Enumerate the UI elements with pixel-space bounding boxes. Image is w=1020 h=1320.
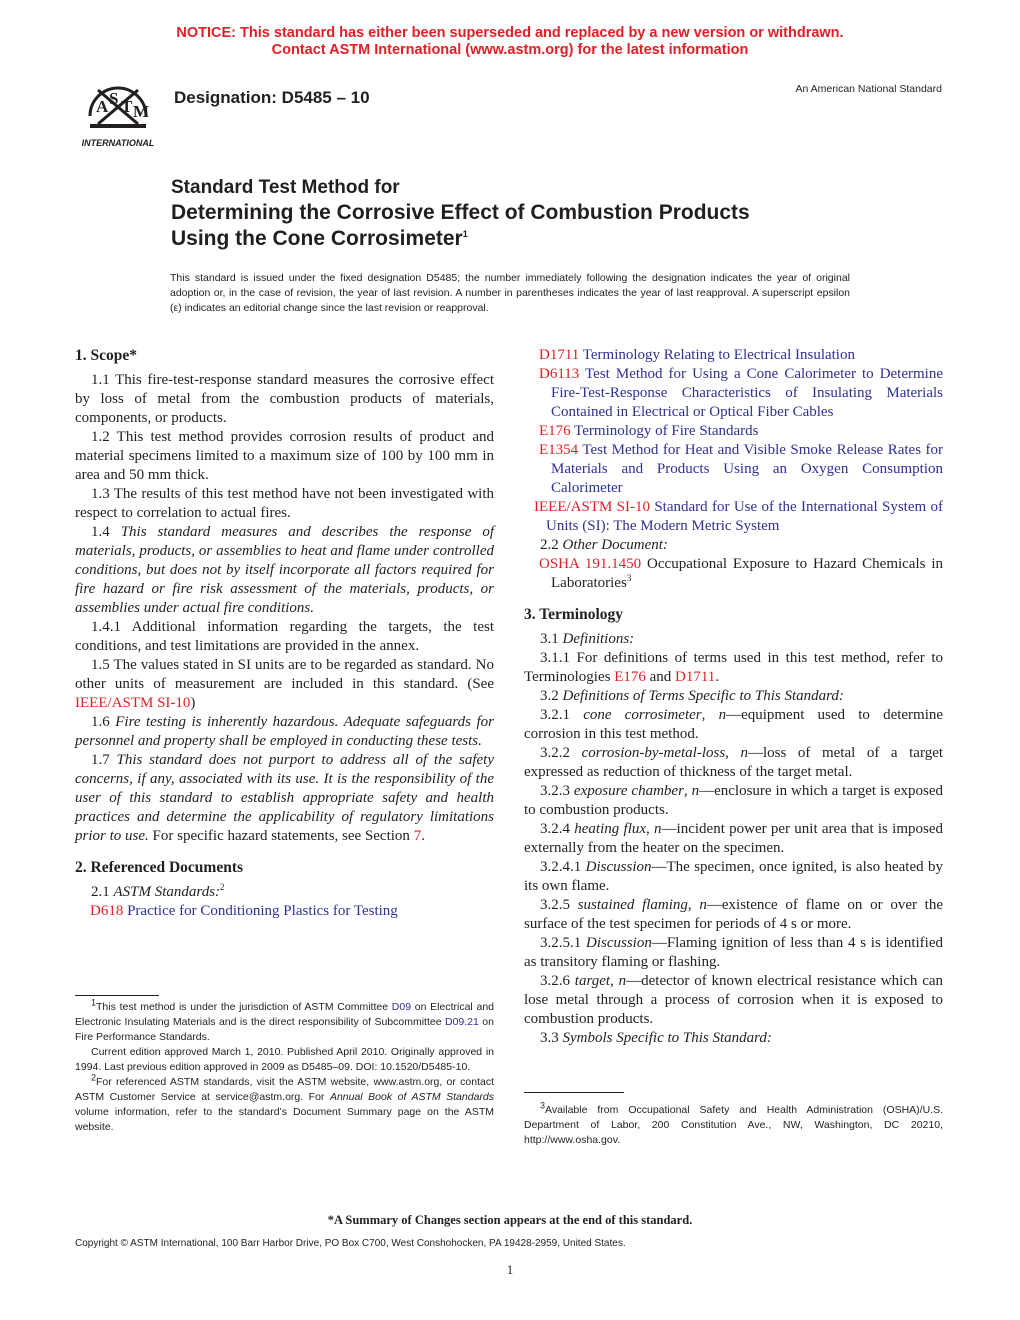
para-3-1-num: 3.1	[540, 631, 563, 647]
copyright: Copyright © ASTM International, 100 Barr Harbor Drive, PO Box C700, West Conshohocken, PA 19428-2959, United States.	[75, 1238, 626, 1249]
astm-logo-graphic	[76, 72, 160, 152]
def-pos: n	[691, 783, 700, 799]
def-pos: n	[699, 897, 707, 913]
para-2-1	[75, 883, 494, 902]
ref-code[interactable]: E176	[539, 423, 571, 439]
fn1-edition: Current edition approved March 1, 2010. Published April 2010. Originally approved in 1994. Last previous edition approved in 2009 as D5485–09. DOI: 10.1520/D5485-10.	[75, 1046, 494, 1073]
para-3-2	[524, 687, 943, 706]
para-3-1-1-end: .	[715, 669, 720, 685]
def-term: target	[574, 973, 611, 989]
para-1-7-num: 1.7	[91, 752, 117, 768]
para-2-2-text: Other Document:	[562, 537, 668, 553]
ref-title[interactable]: Test Method for Using a Cone Calorimeter to Determine Fire-Test-Response Characteristics of Insulating Materials Contained in Electrical or Optical Fiber Cables	[551, 366, 943, 420]
fn2-text-b: volume information, refer to the standard’s Document Summary page on the ASTM website.	[75, 1106, 494, 1133]
para-1-2: 1.2 This test method provides corrosion results of product and material specimens limited to a maximum size of 100 by 100 mm in area and 50 mm thick.	[75, 429, 494, 483]
para-1-3: 1.3 The results of this test method have not been investigated with respect to correlation to actual fires.	[75, 486, 494, 521]
ref-code[interactable]: D6113	[539, 366, 580, 382]
logo-caption: INTERNATIONAL	[81, 138, 155, 148]
para-1-5	[75, 656, 494, 713]
svg-text:T: T	[121, 97, 133, 116]
para-2-2-num: 2.2	[540, 537, 563, 553]
link-d1711[interactable]: D1711	[675, 669, 716, 685]
reference-osha[interactable]	[524, 555, 943, 593]
para-2-2	[524, 536, 943, 555]
para-3-2-text: Definitions of Terms Specific to This Standard:	[562, 688, 844, 704]
left-footnotes	[75, 995, 494, 1135]
def-pos: n	[740, 745, 748, 761]
para-3-1-1	[524, 649, 943, 687]
designation: Designation: D5485 – 10	[174, 88, 370, 107]
def-num: 3.2.3	[540, 783, 574, 799]
def-text: —The specimen, once ignited, is also heated by its own flame.	[524, 859, 944, 894]
def-term: exposure chamber	[573, 783, 684, 799]
link-section-7[interactable]: 7	[413, 828, 422, 844]
fn1-text-a: This test method is under the jurisdiction of ASTM Committee	[96, 1001, 392, 1013]
notice-line-1: NOTICE: This standard has either been superseded and replaced by a new version or withdrawn.	[176, 25, 844, 41]
def-num: 3.2.2	[540, 745, 582, 761]
fn3-mark: 3	[540, 1100, 546, 1111]
ref-title[interactable]: Standard for Use of the International System of Units (SI): The Modern Metric System	[546, 499, 943, 534]
title-line-1: Standard Test Method for	[171, 177, 400, 198]
para-1-7-text-b: For specific hazard statements, see Section	[148, 828, 414, 844]
definition-3-2-4: 3.2.4 heating flux, n—incident power per unit area that is imposed externally from the heater on the specimen.	[524, 821, 943, 856]
para-1-4-1: 1.4.1 Additional information regarding the targets, the test conditions, and test limitations are provided in the annex.	[75, 619, 494, 654]
def-term: heating flux	[574, 821, 647, 837]
link-d09[interactable]: D09	[391, 1001, 412, 1013]
para-3-1-text: Definitions:	[562, 631, 635, 647]
american-national-standard: An American National Standard	[795, 83, 942, 95]
def-pos: n	[618, 973, 627, 989]
title-line-2: Determining the Corrosive Effect of Combustion Products	[171, 201, 750, 224]
astm-logo	[76, 72, 160, 152]
ref-code[interactable]: D1711	[539, 347, 580, 363]
footnote-2-mark[interactable]: 2	[220, 882, 225, 892]
left-column	[75, 346, 494, 921]
fn1-text-b: on Electrical and Electronic Insulating Materials and is the direct responsibility of Subcommittee	[75, 1001, 495, 1028]
para-3-1	[524, 630, 943, 649]
fn1-text-c: on Fire Performance Standards.	[75, 1016, 494, 1043]
para-2-1-text: ASTM Standards:	[113, 884, 221, 900]
def-pos: n	[654, 821, 662, 837]
svg-text:A: A	[96, 97, 109, 116]
def-text: —equipment used to determine corrosion in this test method.	[524, 707, 944, 742]
def-text: —loss of metal of a target expressed as reduction of thickness of the target metal.	[524, 745, 944, 780]
reference-ieee-astm-si10[interactable]	[524, 498, 943, 536]
ref-code[interactable]: OSHA 191.1450	[539, 556, 642, 572]
para-3-3	[524, 1029, 943, 1048]
ref-title[interactable]: Terminology Relating to Electrical Insulation	[582, 347, 855, 363]
para-3-1-1-and: and	[645, 669, 676, 685]
para-1-6-text: Fire testing is inherently hazardous. Adequate safeguards for personnel and property shall be employed in conducting these tests.	[75, 714, 494, 749]
reference-d618[interactable]	[75, 902, 494, 921]
fn1-mark: 1	[91, 997, 97, 1008]
definition-3-2-1: 3.2.1 cone corrosimeter, n—equipment used to determine corrosion in this test method.	[524, 707, 944, 742]
def-term: Discussion	[585, 935, 652, 951]
para-1-4-text: This standard measures and describes the response of materials, products, or assemblies to heat and flame under controlled conditions, but does not by itself incorporate all factors required for fire hazard or fire risk assessment of the materials, products, or assemblies under actual fire conditions.	[75, 524, 495, 616]
footnote-divider	[75, 995, 159, 996]
para-3-2-num: 3.2	[540, 688, 563, 704]
reference-e1354[interactable]	[524, 441, 943, 498]
para-1-6	[75, 713, 494, 751]
reference-d6113[interactable]	[524, 365, 943, 422]
fn2-mark: 2	[91, 1072, 97, 1083]
reference-d1711[interactable]	[524, 346, 943, 365]
para-1-7-text: This standard does not purport to address all of the safety concerns, if any, associated with its use. It is the responsibility of the user of this standard to establish appropriate safety and health practices and determine the applicability of regulatory limitations prior to use.	[75, 752, 495, 844]
def-num: 3.2.5	[540, 897, 578, 913]
ref-code[interactable]: D618	[90, 903, 124, 919]
reference-e176[interactable]	[524, 422, 943, 441]
para-1-7-end: .	[421, 828, 425, 844]
footnote-3-mark[interactable]: 3	[626, 573, 632, 583]
link-ieee-astm-si10[interactable]: IEEE/ASTM SI-10	[75, 695, 191, 711]
section-3-heading: 3. Terminology	[524, 606, 624, 623]
footnote-1	[75, 997, 495, 1075]
para-1-5-close: )	[190, 695, 196, 711]
def-num: 3.2.1	[540, 707, 584, 723]
para-3-1-1-text: 3.1.1 For definitions of terms used in this test method, refer to Terminologies	[524, 650, 943, 685]
discussion-3-2-5-1	[524, 934, 943, 972]
svg-text:S: S	[109, 89, 119, 108]
fn3-text: Available from Occupational Safety and Health Administration (OSHA)/U.S. Department of Labor, 200 Constitution Ave., NW, Washington, DC 20210, http://www.osha.gov.	[524, 1104, 943, 1146]
def-text: —detector of known electrical resistance which can lose metal through a process of corrosion when it is exposed to combustion products.	[524, 973, 944, 1027]
def-text: —existence of flame on or over the surface of the test specimen for periods of 4 s or more.	[524, 897, 944, 932]
para-1-4	[75, 523, 494, 618]
ref-code[interactable]: E1354	[539, 442, 579, 458]
ref-code[interactable]: IEEE/ASTM SI-10	[534, 499, 650, 515]
link-e176[interactable]: E176	[614, 669, 646, 685]
def-term: cone corrosimeter	[583, 707, 702, 723]
summary-of-changes-note: *A Summary of Changes section appears at the end of this standard.	[327, 1213, 693, 1227]
def-text: —incident power per unit area that is imposed externally from the heater on the specimen.	[524, 821, 943, 856]
def-term: Discussion	[585, 859, 652, 875]
title-line-3-text: Using the Cone Corrosimeter	[171, 227, 463, 250]
definition-3-2-3: 3.2.3 exposure chamber, n—enclosure in which a target is exposed to combustion products.	[524, 783, 944, 818]
section-1-heading: 1. Scope*	[75, 347, 137, 364]
withdrawal-notice	[0, 25, 1020, 59]
def-term: corrosion-by-metal-loss	[581, 745, 726, 761]
ref-title[interactable]: Test Method for Heat and Visible Smoke Release Rates for Materials and Products Using an Oxygen Consumption Calorimeter	[551, 442, 944, 496]
def-num: 3.2.6	[540, 973, 575, 989]
svg-text:M: M	[133, 102, 150, 121]
definition-3-2-6: 3.2.6 target, n—detector of known electrical resistance which can lose metal through a process of corrosion when it is exposed to combustion products.	[524, 973, 944, 1027]
para-3-3-num: 3.3	[540, 1030, 563, 1046]
fn2-italic: Annual Book of ASTM Standards	[329, 1091, 494, 1103]
para-2-1-num: 2.1	[91, 884, 114, 900]
footnote-3	[524, 1100, 943, 1148]
para-1-7	[75, 751, 494, 846]
footnote-divider	[524, 1092, 624, 1093]
def-num: 3.2.4.1	[540, 859, 586, 875]
ref-title[interactable]: Terminology of Fire Standards	[574, 423, 759, 439]
right-footnotes	[524, 1092, 943, 1148]
section-2-heading: 2. Referenced Documents	[75, 859, 244, 876]
def-text: —enclosure in which a target is exposed to combustion products.	[524, 783, 944, 818]
title-line-3	[171, 226, 750, 252]
def-num: 3.2.4	[540, 821, 575, 837]
document-title	[171, 176, 750, 252]
fn2-text-a: For referenced ASTM standards, visit the ASTM website, www.astm.org, or contact ASTM Customer Service at service@astm.org. For	[75, 1076, 494, 1103]
discussion-3-2-4-1	[524, 858, 943, 896]
def-pos: n	[718, 707, 727, 723]
para-1-6-num: 1.6	[91, 714, 116, 730]
title-footnote-mark[interactable]: 1	[462, 229, 468, 239]
def-num: 3.2.5.1	[540, 935, 586, 951]
definition-3-2-2: 3.2.2 corrosion-by-metal-loss, n—loss of metal of a target expressed as reduction of thickness of the target metal.	[524, 745, 944, 780]
link-d09-21[interactable]: D09.21	[445, 1016, 479, 1028]
ref-title[interactable]: Practice for Conditioning Plastics for Testing	[127, 903, 398, 919]
def-term: sustained flaming	[577, 897, 688, 913]
intro-paragraph: This standard is issued under the fixed designation D5485; the number immediately following the designation indicates the year of original adoption or, in the case of revision, the year of last revision. A number in parentheses indicates the year of last reapproval. A superscript epsilon (ε) indicates an editorial change since the last revision or reapproval.	[170, 272, 850, 314]
right-column	[524, 346, 943, 1048]
page-number: 1	[506, 1262, 514, 1277]
footnote-2	[75, 1072, 494, 1135]
notice-line-2: Contact ASTM International (www.astm.org) for the latest information	[271, 42, 749, 58]
para-3-3-text: Symbols Specific to This Standard:	[562, 1030, 772, 1046]
para-1-4-num: 1.4	[91, 524, 121, 540]
definition-3-2-5: 3.2.5 sustained flaming, n—existence of flame on or over the surface of the test specimen for periods of 4 s or more.	[524, 897, 944, 932]
para-1-1: 1.1 This fire-test-response standard measures the corrosive effect by loss of metal from the combustion products of materials, components, or products.	[75, 372, 494, 426]
def-text: —Flaming ignition of less than 4 s is identified as transitory flaming or flashing.	[524, 935, 943, 970]
para-1-5-text: 1.5 The values stated in SI units are to be regarded as standard. No other units of measurement are included in this standard. (See	[75, 657, 494, 692]
ref-title: Occupational Exposure to Hazard Chemicals in Laboratories	[551, 556, 944, 591]
